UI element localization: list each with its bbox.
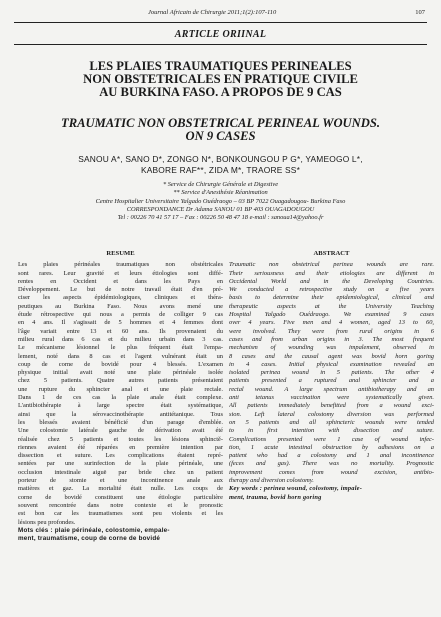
body-line: to in first intention with dissection and suture. — [229, 427, 434, 435]
body-line: Le mécanisme lésionnel le plus fréquent était l'empa- — [18, 344, 223, 352]
affiliations — [20, 181, 421, 222]
body-line: une rupture du sphincter anal et une plaie rectale. — [18, 385, 223, 393]
body-line: corne de bovidé constituent une étiologie particulière — [18, 493, 223, 501]
french-title — [20, 60, 421, 99]
resume-heading: RESUME — [106, 250, 135, 257]
article-type-label: ARTICLE ORIINAL — [174, 29, 267, 40]
author-list — [20, 154, 421, 175]
body-line: chez 5 patients. Quatre autres patients présentaient — [18, 377, 223, 385]
affiliation-line: Tel : 00226 70 41 57 17 – Fax : 00226 50 48 47 18 e-mail : sanoua14@yahoo.fr — [117, 214, 324, 222]
body-line: ainsi que la sérovaccinothérapie antitétanique. Tous — [18, 410, 223, 418]
abstract-heading: ABSTRACT — [313, 250, 350, 257]
body-line: porteur de stomie et une incontinence anale aux — [18, 477, 223, 485]
abstract-keywords — [229, 485, 434, 493]
abstract-body — [229, 261, 434, 485]
body-line: We conducted a retrospective study on a five years — [229, 286, 434, 294]
resume-keywords-cont: ment, traumatisme, coup de corne de bovidé — [18, 535, 161, 543]
resume-body — [18, 261, 223, 527]
body-line: rectal wound. A large spectrum antibiotherapy and an — [229, 385, 434, 393]
french-title-line: NON OBSTETRICALES EN PRATIQUE CIVILE — [83, 72, 358, 86]
resume-keywords-text: plaie périnéale, colostomie, empale- — [52, 526, 170, 534]
english-title-line: ON 9 CASES — [185, 129, 256, 143]
body-line: Traumatic non obstetrical perinea wounds are rare. — [229, 261, 434, 269]
body-line: coup de corne de bovidé pour 4 blessés. L'examen — [18, 360, 223, 368]
body-line: cases and from urban origins in 3. The most frequent — [229, 335, 434, 343]
author-line: KABORE RAF**, ZIDA M*, TRAORE SS* — [140, 164, 301, 175]
body-line: on 5 patients and all sphincteric wounds were tended — [229, 418, 434, 426]
body-line: Développement. Le but de notre travail était d'en pré- — [18, 286, 223, 294]
body-line: therapeutic aspects at the University Teaching — [229, 302, 434, 310]
french-title-line: AU BURKINA FASO. A PROPOS DE 9 CAS — [99, 85, 342, 99]
affiliation-line: Centre Hospitalier Universitaire Yalgado Ouédraogo – 03 BP 7022 Ouagadougou- Burkina Faso — [95, 197, 346, 205]
resume-keywords-label: Mots clés : — [18, 526, 53, 534]
body-line: étude rétrospective qui nous a permis de colliger 9 cas — [18, 311, 223, 319]
body-line: physique initial avait noté une plaie périnéale isolée — [18, 369, 223, 377]
body-line: Une colostomie latérale gauche de dérivation avait été — [18, 427, 223, 435]
body-line: souvent rencontrée dans notre contexte et le pronostic — [18, 501, 223, 509]
body-line: ciser les aspects épidémiologiques, cliniques et théra- — [18, 294, 223, 302]
body-line: L'antibiothérapie à large spectre était systématique, — [18, 402, 223, 410]
body-line: matières et gaz. La mortalité était nulle. Les coups de — [18, 485, 223, 493]
journal-citation: Journal Africain de Chirurgie 2011;1(2):107-110 — [148, 9, 277, 16]
body-line: est bon car les traumatismes sont peu violents et les — [18, 510, 223, 518]
author-line: SANOU A*, SANO D*, ZONGO N*, BONKOUNGOU P G*, YAMEOGO L*, — [78, 154, 363, 164]
body-line: Dans 1 de ces cas la plaie anale était complexe. — [18, 394, 223, 402]
body-line: Les plaies périnéales traumatiques non obstétricales — [18, 261, 223, 269]
affiliation-line: ** Service d'Anesthésie Réanimation — [173, 189, 268, 197]
body-line: lésions peu profondes. — [18, 518, 76, 526]
abstract-column — [229, 250, 434, 502]
body-line: rentes en Occident et dans les Pays en — [18, 277, 223, 285]
affiliation-line: CORRESPONDANCE Dr Adama SANOU 01 BP 403 OUAGADOUGOU — [126, 205, 315, 213]
page-number: 107 — [415, 9, 425, 16]
affiliation-line: * Service de Chirurgie Générale et Digestive — [162, 181, 279, 188]
body-line: réalisée chez 5 patients et toutes les lésions sphinctě- — [18, 435, 223, 443]
resume-keywords — [18, 527, 223, 535]
body-line: were involved. They were from rural origins in 6 — [229, 327, 434, 335]
body-line: therapy and diversion colostomy. — [229, 477, 314, 485]
body-line: sentées par une surinfection de la plaie périnéale, une — [18, 460, 223, 468]
body-line: Hospital Yalgado Ouédraogo. We examined 9 cases — [229, 311, 434, 319]
body-line: All patients immediately benefitted from a wound exci- — [229, 402, 434, 410]
body-line: peutiques au Burkina Faso. Nous avons mené une — [18, 302, 223, 310]
body-line: sont rares. Leur gravité et leurs étiologies sont diffé- — [18, 269, 223, 277]
header-rule-top — [14, 22, 427, 23]
abstract-keywords-cont: ment, trauma, bovid horn goring — [229, 493, 322, 501]
english-title-line: TRAUMATIC NON OBSTETRICAL PERINEAL WOUNDS. — [61, 116, 380, 130]
body-line: in 4 cases. Initial physical examination revealed an — [229, 360, 434, 368]
running-header — [0, 9, 441, 21]
body-line: l'âge variait entre 13 et 60 ans. Ils provenaient du — [18, 327, 223, 335]
body-line: sion. Left lateral colostomy diversion was performed — [229, 410, 434, 418]
body-line: les blessés avaient bénéficié d'un parage d'emblée. — [18, 418, 223, 426]
english-title — [20, 117, 421, 143]
body-line: Their seriousness and their etiologies are different in — [229, 269, 434, 277]
body-line: improvement comes from wound excision, antibio- — [229, 468, 434, 476]
body-line: mechanism of wounding was impalement, observed in — [229, 344, 434, 352]
resume-column — [18, 250, 223, 543]
body-line: occlusion intestinale aiguë par bride chez un patient — [18, 468, 223, 476]
body-line: dissection et suture. Les complications étaient repré- — [18, 452, 223, 460]
body-line: (feces and gas). There was no mortality. Prognostic — [229, 460, 434, 468]
abstract-keywords-text: perinea wound, colostomy, impale- — [262, 485, 363, 493]
body-line: riennes avaient été réparées en première intention par — [18, 443, 223, 451]
body-line: en 4 ans. Il s'agissait de 5 hommes et 4 femmes dont — [18, 319, 223, 327]
body-line: tion, 1 acute intestinal obstruction by adhesions on a — [229, 443, 434, 451]
body-line: lement, noté dans 8 cas et l'agent vulnérant était un — [18, 352, 223, 360]
body-line: milieu rural dans 6 cas et du milieu urbain dans 3 cas. — [18, 335, 223, 343]
body-line: 8 cases and the causal agent was bovid horn goring — [229, 352, 434, 360]
french-title-line: LES PLAIES TRAUMATIQUES PERINEALES — [89, 59, 352, 73]
abstract-keywords-label: Key words : — [229, 485, 263, 493]
body-line: Complications presented were 1 case of wound infec- — [229, 435, 434, 443]
body-line: anti tetanus vaccination were systematically given. — [229, 394, 434, 402]
body-line: basis to determine their epidemiological, clinical and — [229, 294, 434, 302]
header-rule-bottom — [14, 44, 427, 45]
body-line: patient who had a colostomy and 1 anal incontinence — [229, 452, 434, 460]
body-line: patients presented a ruptured anal sphincter and a — [229, 377, 434, 385]
body-line: isolated perinea wound in 5 patients. The other 4 — [229, 369, 434, 377]
body-line: Occidental World and in the Developing Countries. — [229, 277, 434, 285]
body-line: over 4 years. Five men and 4 women, aged 13 to 60, — [229, 319, 434, 327]
